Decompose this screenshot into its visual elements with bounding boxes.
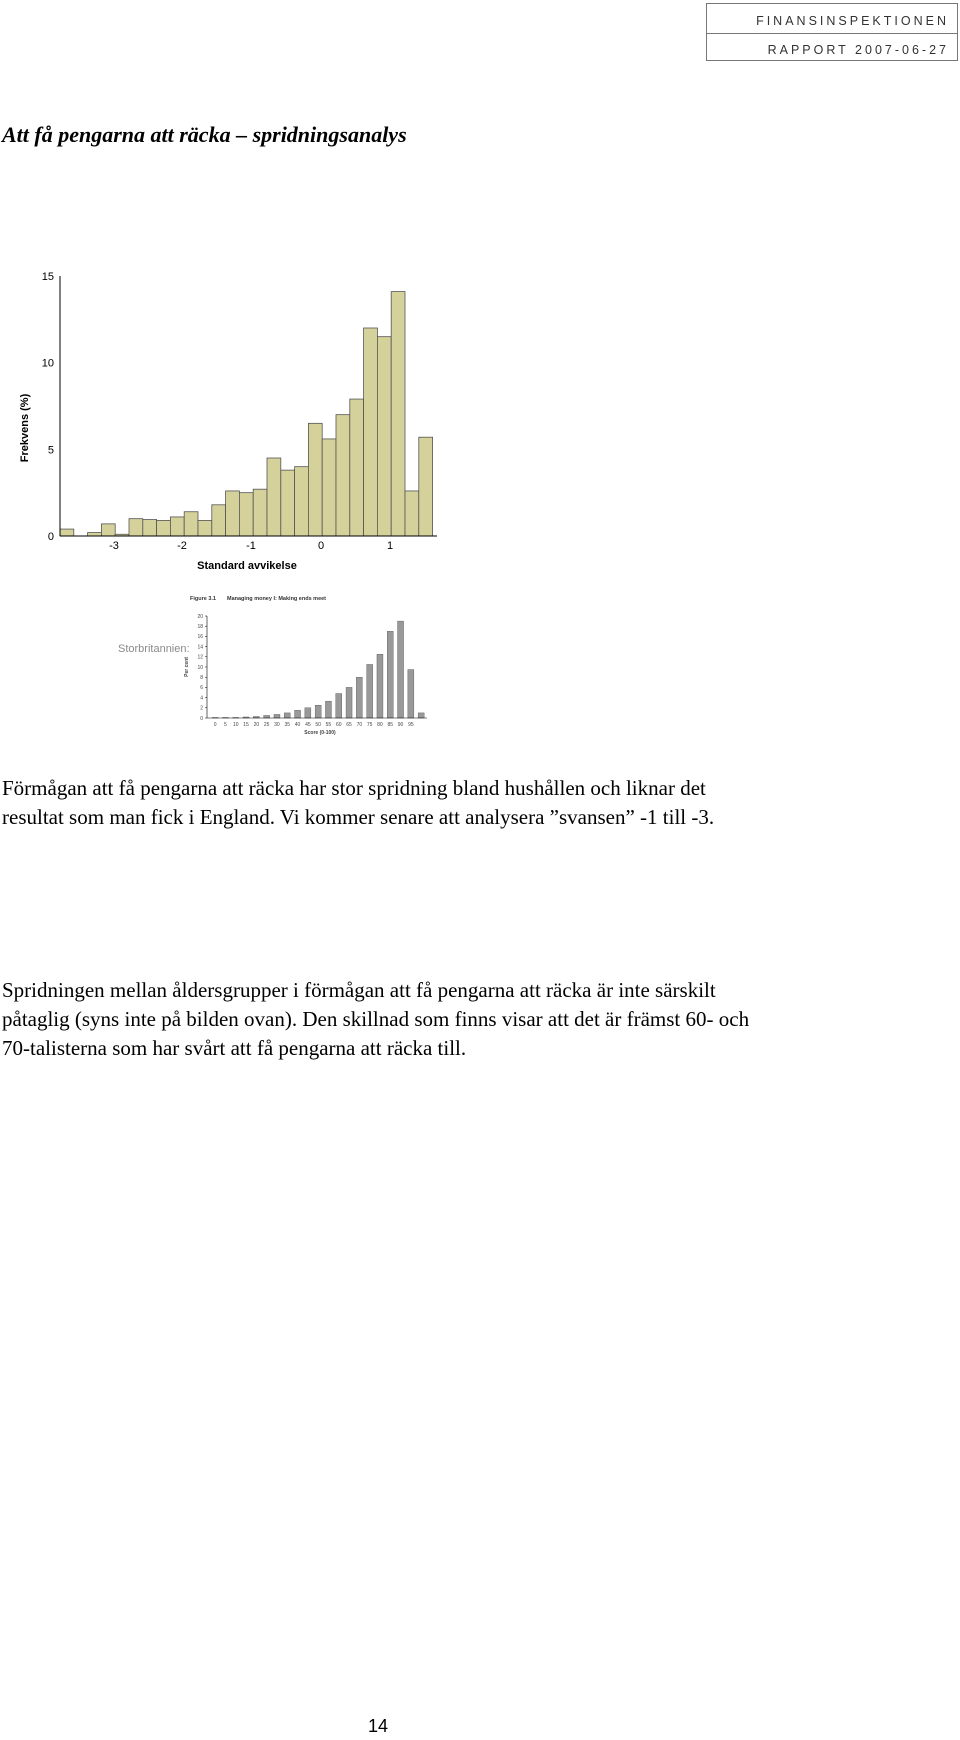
histogram-sweden-y-tick: 15	[41, 271, 54, 283]
histogram-sweden-bar	[198, 520, 212, 536]
histogram-sweden-x-tick: 1	[386, 540, 394, 552]
histogram-uk-y-ticks	[197, 614, 207, 722]
histogram-uk-x-tick: 90	[397, 722, 404, 728]
histogram-uk-y-tick: 18	[197, 624, 203, 630]
histogram-uk-x-tick: 20	[253, 722, 260, 728]
histogram-uk-x-tick: 35	[284, 722, 291, 728]
histogram-uk	[180, 590, 440, 740]
histogram-sweden-bar	[267, 458, 281, 536]
histogram-uk-x-tick: 75	[366, 722, 373, 728]
histogram-uk-bar	[274, 714, 280, 718]
histogram-uk-bar	[315, 705, 321, 718]
histogram-sweden-x-ticks	[109, 540, 393, 552]
histogram-uk-x-tick: 25	[263, 722, 270, 728]
histogram-sweden-bar	[101, 524, 115, 536]
histogram-sweden-bar	[184, 512, 198, 536]
uk-figure-caption-left: Figure 3.1	[190, 596, 216, 602]
histogram-uk-bar	[295, 710, 301, 718]
page-number: 14	[368, 1716, 389, 1736]
histogram-uk-y-tick: 8	[200, 675, 203, 681]
histogram-uk-bar	[325, 701, 331, 718]
histogram-uk-x-tick: 65	[346, 722, 352, 728]
histogram-uk-x-tick: 40	[294, 722, 301, 728]
histogram-uk-x-tick: 85	[387, 722, 394, 728]
histogram-uk-x-tick: 50	[315, 722, 321, 728]
histogram-sweden-x-tick: -2	[177, 540, 187, 552]
histogram-uk-x-tick: 60	[335, 722, 342, 728]
histogram-uk-y-tick: 16	[197, 634, 203, 641]
header-report-date: RAPPORT 2007-06-27	[767, 43, 949, 57]
histogram-uk-xlabel: Score (0-100)	[304, 730, 336, 736]
histogram-uk-ylabel: Per cent	[184, 657, 190, 677]
histogram-sweden-y-tick: 0	[47, 531, 54, 543]
histogram-sweden-bar	[295, 467, 309, 536]
histogram-sweden-bar	[364, 328, 378, 536]
histogram-uk-bar	[377, 654, 383, 718]
histogram-sweden-bar	[239, 493, 253, 536]
histogram-sweden-y-tick: 5	[47, 444, 54, 457]
histogram-uk-x-tick: 80	[377, 722, 383, 728]
report-header	[706, 3, 958, 61]
histogram-uk-x-tick: 95	[408, 722, 414, 728]
histogram-uk-y-tick: 14	[197, 644, 203, 651]
histogram-uk-bar	[264, 715, 270, 718]
histogram-sweden-x-tick: -1	[246, 540, 256, 552]
histogram-uk-x-tick: 55	[325, 722, 332, 728]
histogram-sweden-bar	[212, 505, 226, 536]
histogram-uk-x-tick: 15	[243, 722, 249, 728]
histogram-uk-bar	[418, 713, 424, 718]
histogram-sweden-bar	[281, 470, 295, 536]
histogram-uk-bar	[367, 664, 373, 718]
histogram-uk-bars	[212, 621, 424, 718]
histogram-uk-y-tick: 6	[200, 685, 203, 692]
histogram-uk-bar	[346, 687, 352, 718]
header-organization: FINANSINSPEKTIONEN	[756, 14, 949, 28]
histogram-uk-x-tick: 45	[305, 722, 311, 728]
histogram-sweden-bar	[377, 337, 391, 536]
histogram-uk-bar	[356, 677, 362, 718]
histogram-sweden-x-tick: 0	[317, 540, 325, 552]
histogram-uk-y-tick: 2	[200, 705, 203, 712]
histogram-uk-y-tick: 0	[200, 715, 203, 722]
histogram-sweden-y-ticks	[42, 271, 54, 543]
histogram-uk-x-ticks	[214, 722, 414, 728]
histogram-uk-x-tick: 5	[224, 722, 227, 728]
histogram-sweden-bar	[170, 517, 184, 536]
histogram-uk-y-tick: 10	[197, 664, 203, 671]
uk-figure-caption-right: Managing money I: Making ends meet	[227, 596, 327, 602]
histogram-uk-y-tick: 12	[197, 654, 203, 661]
histogram-uk-bar	[305, 708, 311, 718]
histogram-sweden-xlabel: Standard avvikelse	[197, 560, 297, 572]
histogram-uk-y-tick: 4	[200, 695, 203, 702]
histogram-sweden-bar	[391, 292, 405, 536]
histogram-sweden-bar	[322, 439, 336, 536]
histogram-sweden-bar	[419, 437, 433, 536]
paragraph-distribution: Förmågan att få pengarna att räcka har stor spridning bland hushållen och liknar det resultat som man fick i England. Vi kommer senare att analysera ”svansen” -1 till -3.	[2, 776, 715, 829]
histogram-uk-x-tick: 70	[356, 722, 363, 728]
uk-label: Storbritannien:	[118, 643, 190, 655]
histogram-uk-bar	[336, 694, 342, 718]
histogram-uk-x-tick: 30	[274, 722, 280, 728]
histogram-sweden-y-tick: 10	[41, 357, 54, 370]
histogram-sweden-x-tick: -3	[109, 540, 119, 552]
histogram-sweden-bar	[336, 415, 350, 536]
histogram-sweden-bar	[157, 520, 171, 536]
histogram-uk-x-tick: 0	[213, 722, 217, 728]
histogram-uk-bar	[408, 670, 414, 718]
histogram-uk-bar	[398, 621, 404, 718]
histogram-uk-x-tick: 10	[232, 722, 239, 728]
histogram-uk-bar	[387, 631, 393, 718]
histogram-sweden-bar	[88, 533, 102, 536]
histogram-uk-bar	[284, 713, 290, 718]
paragraph-age-groups: Spridningen mellan åldersgrupper i förmågan att få pengarna att räcka är inte särskilt påtaglig (syns inte på bilden ovan). Den skillnad som finns visar att det är främst 60- och 70-talisterna som har svårt att få pengarna att räcka till.	[2, 978, 750, 1060]
histogram-sweden-bar	[143, 520, 157, 536]
histogram-sweden-bars	[60, 292, 433, 536]
histogram-sweden-ylabel: Frekvens (%)	[19, 393, 31, 463]
histogram-sweden-bar	[129, 519, 143, 536]
page-title: Att få pengarna att räcka – spridningsanalys	[2, 122, 407, 147]
header-divider	[707, 33, 957, 34]
histogram-sweden	[0, 260, 460, 590]
histogram-sweden-bar	[253, 489, 267, 536]
histogram-sweden-bar	[226, 491, 240, 536]
histogram-sweden-bar	[60, 529, 74, 536]
histogram-sweden-bar	[308, 423, 322, 536]
histogram-sweden-bar	[350, 399, 364, 536]
histogram-sweden-bar	[405, 491, 419, 536]
histogram-uk-y-tick: 20	[197, 613, 203, 620]
